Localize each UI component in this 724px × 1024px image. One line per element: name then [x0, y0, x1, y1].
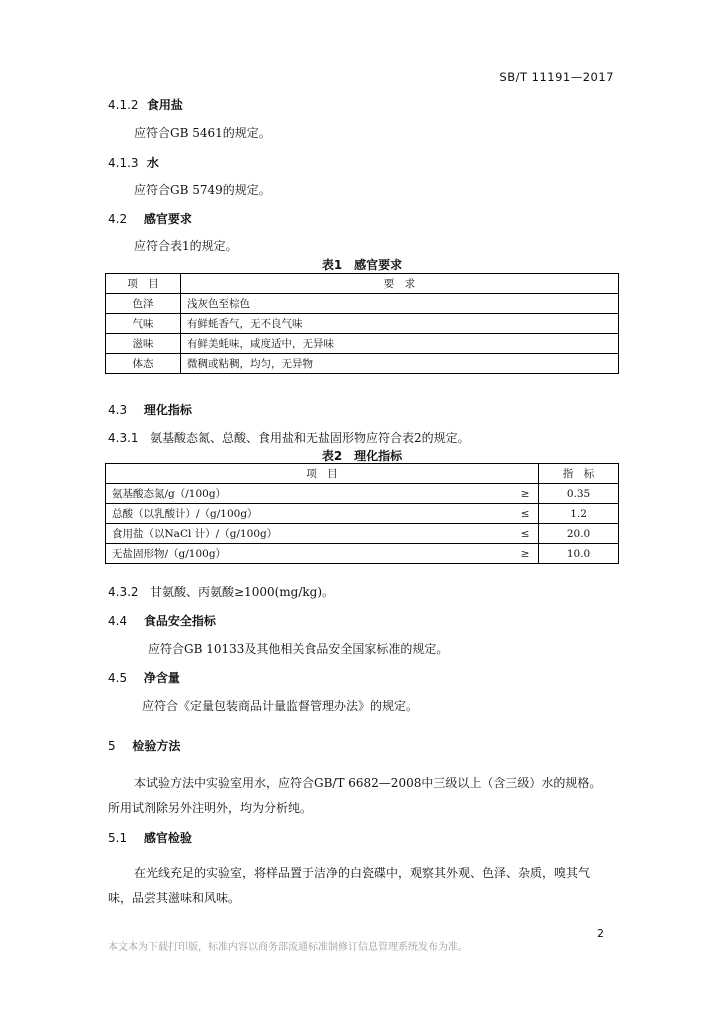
table-cell-requirement: 有鲜蚝香气，无不良气味	[181, 314, 619, 334]
table-cell-item: 滋味	[106, 334, 181, 354]
table-row	[106, 294, 619, 314]
table-header-row	[106, 274, 619, 294]
table-cell-item: 氨基酸态氮/g（/100g）	[106, 484, 513, 504]
section-title: 理化指标	[143, 403, 192, 417]
section-4-1-3-heading	[108, 154, 159, 171]
section-number: 5	[108, 739, 116, 753]
table-cell-value: 0.35	[539, 484, 619, 504]
table-row	[106, 524, 619, 544]
section-number: 4.3	[108, 403, 128, 417]
section-number: 4.3.2	[108, 585, 139, 599]
section-number: 4.5	[108, 671, 128, 685]
section-title: 检验方法	[132, 739, 181, 753]
table-header-cell: 项 目	[106, 464, 539, 484]
table-row	[106, 354, 619, 374]
table-row	[106, 484, 619, 504]
section-4-2-heading	[108, 210, 192, 227]
table-cell-operator: ≥	[512, 544, 539, 564]
section-number: 4.1.3	[108, 156, 139, 170]
standard-number: SB/T 11191—2017	[499, 70, 614, 84]
section-4-1-2-heading	[108, 96, 183, 113]
section-title: 感官检验	[143, 831, 192, 845]
table-cell-requirement: 浅灰色至棕色	[181, 294, 619, 314]
section-number: 4.1.2	[108, 98, 139, 112]
table-cell-operator: ≤	[512, 524, 539, 544]
section-4-1-3-text: 应符合GB 5749的规定。	[134, 183, 271, 197]
table1-sensory	[105, 273, 619, 374]
section-title: 净含量	[143, 671, 180, 685]
section-5-1-text-line1: 在光线充足的实验室，将样品置于洁净的白瓷碟中，观察其外观、色泽、杂质，嗅其气	[134, 866, 591, 880]
section-5-text-line1: 本试验方法中实验室用水，应符合GB/T 6682—2008中三级以上（含三级）水的规格。	[134, 776, 602, 790]
section-number: 5.1	[108, 831, 128, 845]
table-row	[106, 504, 619, 524]
section-4-5-text: 应符合《定量包装商品计量监督管理办法》的规定。	[142, 699, 419, 713]
table-cell-operator: ≥	[512, 484, 539, 504]
section-title: 感官要求	[143, 212, 192, 226]
table2-physicochemical	[105, 463, 619, 564]
section-5-text-line2: 所用试剂除另外注明外，均为分析纯。	[108, 801, 313, 815]
section-4-2-text: 应符合表1的规定。	[134, 239, 238, 253]
table-row	[106, 544, 619, 564]
table-cell-item: 体态	[106, 354, 181, 374]
table-header-row	[106, 464, 619, 484]
section-title: 水	[146, 156, 159, 170]
section-title: 食品安全指标	[143, 614, 216, 628]
table-cell-value: 20.0	[539, 524, 619, 544]
table-cell-item: 气味	[106, 314, 181, 334]
section-4-1-2-text: 应符合GB 5461的规定。	[134, 126, 271, 140]
section-4-3-2	[108, 583, 334, 600]
section-text: 甘氨酸、丙氨酸≥1000(mg/kg)。	[150, 585, 335, 599]
table1-caption: 表1 感官要求	[321, 258, 403, 272]
section-text: 氨基酸态氮、总酸、食用盐和无盐固形物应符合表2的规定。	[150, 431, 470, 445]
table-header-cell: 项 目	[106, 274, 181, 294]
section-number: 4.3.1	[108, 431, 139, 445]
page-number: 2	[597, 927, 604, 940]
section-title: 食用盐	[146, 98, 183, 112]
section-4-4-heading	[108, 612, 216, 629]
table-cell-item: 色泽	[106, 294, 181, 314]
section-5-heading	[108, 737, 180, 754]
table-header-cell: 要 求	[181, 274, 619, 294]
table2-caption: 表2 理化指标	[321, 449, 403, 463]
section-5-1-heading	[108, 829, 192, 846]
table-cell-item: 食用盐（以NaCl 计）/（g/100g）	[106, 524, 513, 544]
table-cell-item: 无盐固形物/（g/100g）	[106, 544, 513, 564]
table-cell-operator: ≤	[512, 504, 539, 524]
section-number: 4.2	[108, 212, 128, 226]
section-4-3-heading	[108, 401, 192, 418]
table-row	[106, 334, 619, 354]
download-disclaimer: 本文本为下载打印版，标准内容以商务部流通标准制修订信息管理系统发布为准。	[108, 942, 468, 953]
section-4-5-heading	[108, 669, 180, 686]
table-cell-value: 1.2	[539, 504, 619, 524]
section-4-3-1	[108, 429, 470, 446]
section-number: 4.4	[108, 614, 128, 628]
table-row	[106, 314, 619, 334]
table-cell-item: 总酸（以乳酸计）/（g/100g）	[106, 504, 513, 524]
section-5-1-text-line2: 味，品尝其滋味和风味。	[108, 891, 241, 905]
table-cell-value: 10.0	[539, 544, 619, 564]
table-header-cell: 指 标	[539, 464, 619, 484]
table-cell-requirement: 微稠或粘稠，均匀，无异物	[181, 354, 619, 374]
table-cell-requirement: 有鲜美蚝味，咸度适中，无异味	[181, 334, 619, 354]
section-4-4-text: 应符合GB 10133及其他相关食品安全国家标准的规定。	[148, 642, 449, 656]
